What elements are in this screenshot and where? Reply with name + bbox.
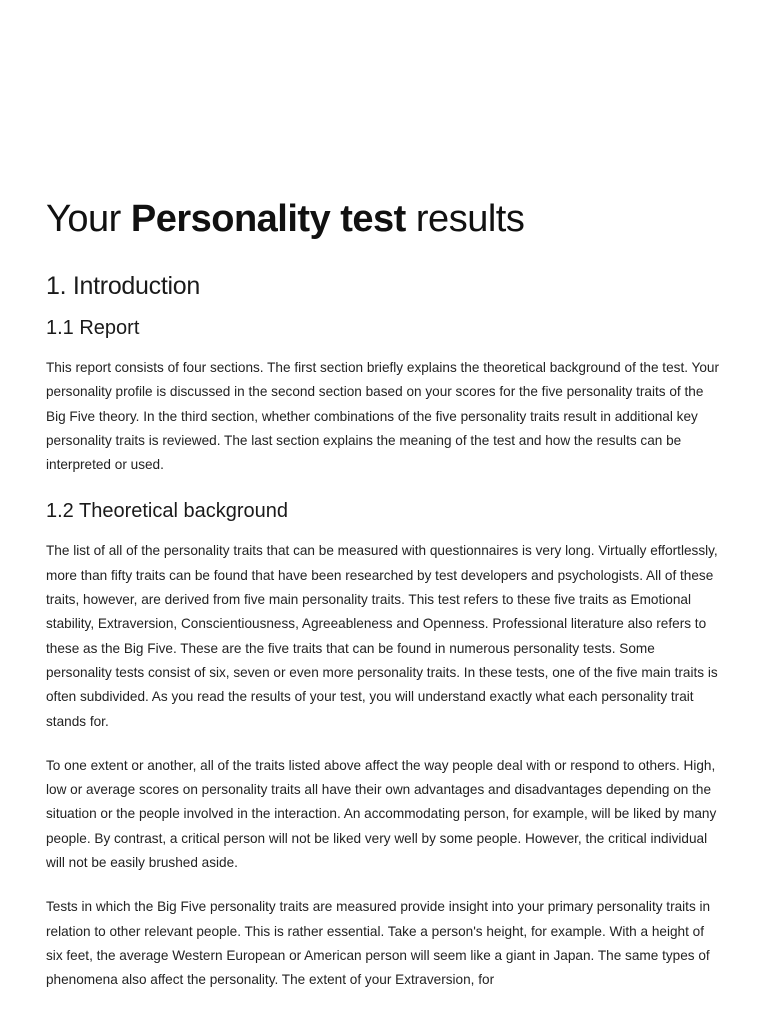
title-prefix: Your (46, 198, 131, 240)
document-content (46, 196, 722, 993)
page-title (46, 196, 722, 242)
introduction-heading: 1. Introduction (46, 272, 200, 300)
background-paragraph-1: The list of all of the personality traits that can be measured with questionnaires is very long. Virtually effortlessly, more than fifty traits can be found that have been researched by test developers and psychologists. All of these traits, however, are derived from five main personality traits. This test refers to these five traits as Emotional stability, Extraversion, Conscientiousness, Agreeableness and Openness. Professional literature also refers to these as the Big Five. These are the five traits that can be found in numerous personality tests. Some personality tests consist of six, seven or even more personality traits. In these tests, one of the five main traits is often subdivided. As you read the results of your test, you will understand exactly what each personality trait stands for. (46, 543, 718, 729)
title-emphasis: Personality test (130, 198, 406, 240)
report-heading: 1.1 Report (46, 317, 140, 339)
report-paragraph: This report consists of four sections. The first section briefly explains the theoretical background of the test. Your personality profile is discussed in the second section based on your scores for the five personality traits of the Big Five theory. In the third section, whether combinations of the five personality traits result in additional key personality traits is reviewed. The last section explains the meaning of the test and how the results can be interpreted or used. (46, 360, 719, 473)
theoretical-background-heading: 1.2 Theoretical background (46, 500, 289, 523)
background-paragraph-2: To one extent or another, all of the traits listed above affect the way people deal with or respond to others. High, low or average scores on personality traits all have their own advantages and disadvantages depending on the situation or the people involved in the interaction. An accommodating person, for example, will be liked by many people. By contrast, a critical person will not be liked very well by some people. However, the critical individual will not be easily brushed aside. (46, 757, 717, 871)
title-suffix: results (405, 198, 525, 240)
background-paragraph-3: Tests in which the Big Five personality traits are measured provide insight into your primary personality traits in relation to other relevant people. This is rather essential. Take a person's height, for example. With a height of six feet, the average Western European or American person will seem like a giant in Japan. The same types of phenomena also affect the personality. The extent of your Extraversion, for (46, 899, 711, 988)
